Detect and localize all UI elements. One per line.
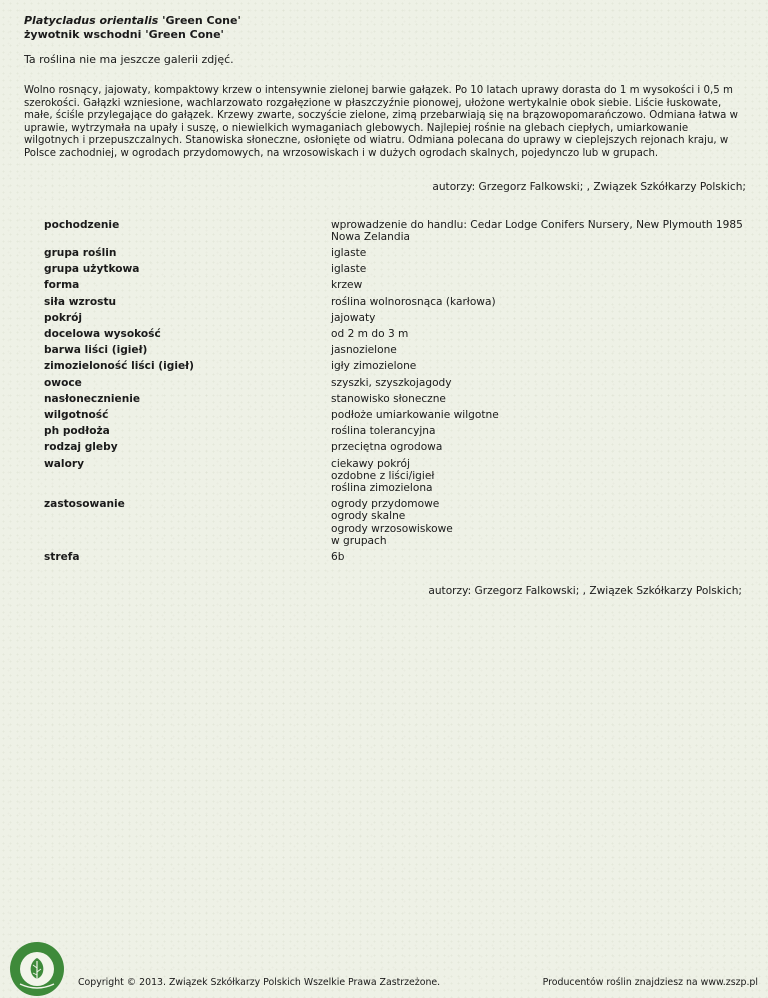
producers-link[interactable]: Producentów roślin znajdziesz na www.zszp.pl [542,977,758,988]
property-key: owoce [44,376,82,389]
property-value [331,247,744,263]
content [24,14,746,597]
property-value [331,377,744,393]
zszp-logo-icon[interactable] [8,940,66,998]
property-value-line: roślina wolnorosnąca (karłowa) [331,295,496,308]
property-key: ph podłoża [44,425,110,438]
property-row [44,409,744,425]
plant-description: Wolno rosnący, jajowaty, kompaktowy krzew o intensywnie zielonej barwie gałązek. Po 10 latach uprawy dorasta do 1 m wysokości i 0,5 m szerokości. Gałązki wzniesione, wachlarzowato rozgałęzione w płaszczyźnie pionowej, ułożone wertykalnie obok siebie. Liście łuskowate, małe, ściśle przylegające do gałązek. Krzewy zwarte, soczyście zielone, zimą przebarwiają się na brązowopomarańczowo. Odmiana łatwa w uprawie, wytrzymała na upały i suszę, o niewielkich wymaganiach glebowych. Najlepiej rośnie na glebach ciepłych, umiarkowanie wilgotnych i przepuszczalnych. Stanowiska słoneczne, osłonięte od wiatru. Odmiana polecana do uprawy w cieplejszych rejonach kraju, w Polsce zachodniej, w ogrodach przydomowych, na wrzosowiskach i w dużych ogrodach skalnych, pojedynczo lub w grupach. [24,85,738,159]
property-value-line: szyszki, szyszkojagody [331,376,452,389]
property-row [44,393,744,409]
property-row [44,328,744,344]
property-row [44,425,744,441]
copyright-text: Copyright © 2013. Związek Szkółkarzy Polskich Wszelkie Prawa Zastrzeżone. [78,977,441,988]
property-value [331,458,744,499]
property-row [44,441,744,457]
property-key: siła wzrostu [44,295,117,308]
property-value-line: ogrody przydomowe [331,498,440,511]
property-row [44,219,744,247]
property-key: grupa roślin [44,246,117,259]
property-key: pochodzenie [44,218,120,231]
property-key: strefa [44,551,80,564]
property-value-line: iglaste [331,246,367,259]
property-row [44,312,744,328]
authors-top: autorzy: Grzegorz Falkowski; , Związek Szkółkarzy Polskich; [432,180,746,193]
property-row [44,551,744,567]
property-key: forma [44,279,80,292]
latin-name: Platycladus orientalis [24,14,159,27]
property-row [44,263,744,279]
property-key: wilgotność [44,409,109,421]
property-value-line: ciekawy pokrój [331,457,410,470]
property-value-line: w grupach [331,534,387,547]
property-row [44,344,744,360]
property-value [331,328,744,344]
property-value-line: 6b [331,551,345,564]
property-key: zastosowanie [44,498,125,511]
property-row [44,458,744,499]
property-value [331,425,744,441]
property-value-line: jasnozielone [331,344,397,357]
property-value-line: ogrody wrzosowiskowe [331,522,453,535]
authors-bottom: autorzy: Grzegorz Falkowski; , Związek Szkółkarzy Polskich; [428,585,742,598]
property-value [331,409,744,425]
property-row [44,377,744,393]
property-value [331,312,744,328]
polish-name: żywotnik wschodni 'Green Cone' [24,28,224,41]
property-row [44,296,744,312]
property-value-line: Nowa Zelandia [331,230,411,243]
property-row [44,247,744,263]
property-value-line: ozdobne z liści/igieł [331,469,435,482]
property-key: barwa liści (igieł) [44,344,148,357]
no-gallery-notice: Ta roślina nie ma jeszcze galerii zdjęć. [24,53,234,66]
property-key: nasłonecznienie [44,392,141,405]
property-row [44,498,744,551]
property-value-line: jajowaty [331,311,376,324]
property-row [44,279,744,295]
property-key: zimozieloność liści (igieł) [44,360,194,373]
property-key: walory [44,457,84,470]
property-value [331,263,744,279]
property-value-line: stanowisko słoneczne [331,392,446,405]
property-value [331,296,744,312]
page-title [24,14,746,28]
property-value-line: podłoże umiarkowanie wilgotne [331,409,499,421]
property-value-line: ogrody skalne [331,510,406,523]
property-value-line: krzew [331,279,363,292]
property-key: grupa użytkowa [44,263,140,276]
property-key: rodzaj gleby [44,441,118,454]
property-value [331,393,744,409]
properties-table [44,219,744,568]
property-value [331,279,744,295]
footer [0,940,768,994]
property-value-line: od 2 m do 3 m [331,327,409,340]
property-value-line: przeciętna ogrodowa [331,441,443,454]
property-value [331,441,744,457]
property-value-line: igły zimozielone [331,360,417,373]
property-value [331,219,744,247]
property-key: pokrój [44,311,83,324]
property-value [331,498,744,551]
property-value-line: iglaste [331,263,367,276]
property-row [44,360,744,376]
property-value-line: roślina tolerancyjna [331,425,436,438]
property-value [331,360,744,376]
property-value-line: wprowadzenie do handlu: Cedar Lodge Conifers Nursery, New Plymouth 1985 [331,218,743,231]
property-value [331,551,744,567]
property-value [331,344,744,360]
cultivar-name: 'Green Cone' [158,14,241,27]
property-key: docelowa wysokość [44,327,161,340]
property-value-line: roślina zimozielona [331,482,433,495]
